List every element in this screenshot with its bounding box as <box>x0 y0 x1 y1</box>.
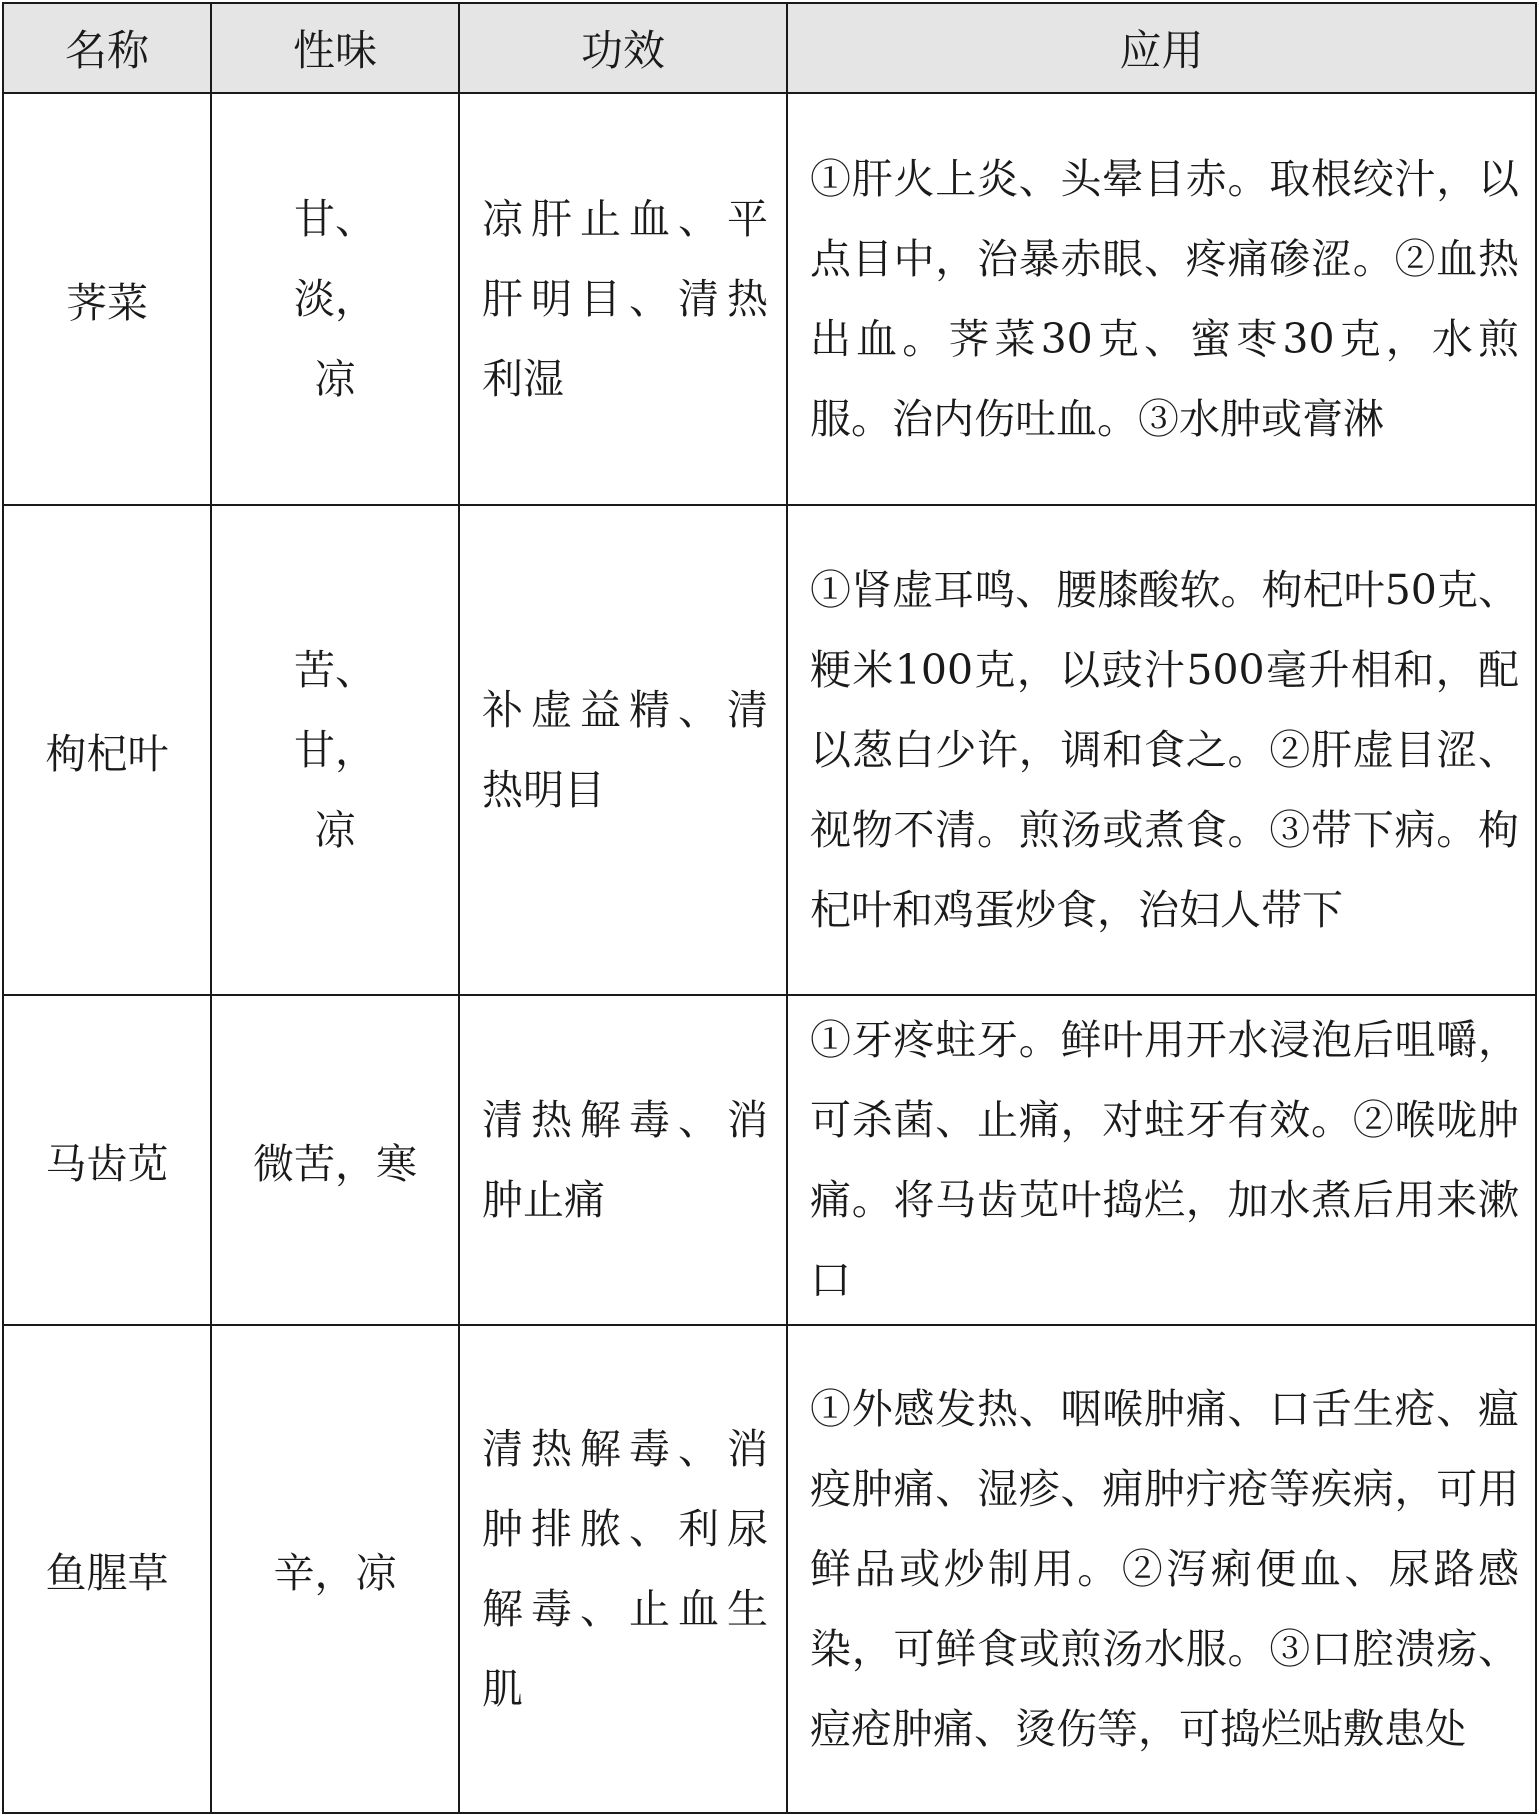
table-row <box>3 995 1536 1325</box>
header-effect: 功效 <box>459 3 787 93</box>
table-row <box>3 505 1536 995</box>
header-application: 应用 <box>787 3 1536 93</box>
herb-effect: 凉肝止血、平肝明目、清热利湿 <box>459 93 787 505</box>
herb-taste: 甘、淡，凉 <box>211 93 459 505</box>
herb-taste: 辛，凉 <box>211 1325 459 1813</box>
header-row <box>3 3 1536 93</box>
herb-taste: 苦、甘，凉 <box>211 505 459 995</box>
herb-effect: 清热解毒、消肿止痛 <box>459 995 787 1325</box>
herb-name: 荠菜 <box>3 93 211 505</box>
table-row <box>3 1325 1536 1813</box>
herb-effect: 清热解毒、消肿排脓、利尿解毒、止血生肌 <box>459 1325 787 1813</box>
herb-table <box>2 2 1537 1814</box>
herb-application: ①肾虚耳鸣、腰膝酸软。枸杞叶50克、粳米100克，以豉汁500毫升相和，配以葱白少许，调和食之。②肝虚目涩、视物不清。煎汤或煮食。③带下病。枸杞叶和鸡蛋炒食，治妇人带下 <box>787 505 1536 995</box>
herb-effect: 补虚益精、清热明目 <box>459 505 787 995</box>
header-name: 名称 <box>3 3 211 93</box>
herb-application: ①肝火上炎、头晕目赤。取根绞汁，以点目中，治暴赤眼、疼痛碜涩。②血热出血。荠菜30克、蜜枣30克，水煎服。治内伤吐血。③水肿或膏淋 <box>787 93 1536 505</box>
table-row <box>3 93 1536 505</box>
herb-taste: 微苦，寒 <box>211 995 459 1325</box>
herb-name: 鱼腥草 <box>3 1325 211 1813</box>
herb-name: 马齿苋 <box>3 995 211 1325</box>
herb-name: 枸杞叶 <box>3 505 211 995</box>
header-taste: 性味 <box>211 3 459 93</box>
herb-application: ①外感发热、咽喉肿痛、口舌生疮、瘟疫肿痛、湿疹、痈肿疔疮等疾病，可用鲜品或炒制用。②泻痢便血、尿路感染，可鲜食或煎汤水服。③口腔溃疡、痘疮肿痛、烫伤等，可捣烂贴敷患处 <box>787 1325 1536 1813</box>
herb-application: ①牙疼蛀牙。鲜叶用开水浸泡后咀嚼，可杀菌、止痛，对蛀牙有效。②喉咙肿痛。将马齿苋叶捣烂，加水煮后用来漱口 <box>787 995 1536 1325</box>
